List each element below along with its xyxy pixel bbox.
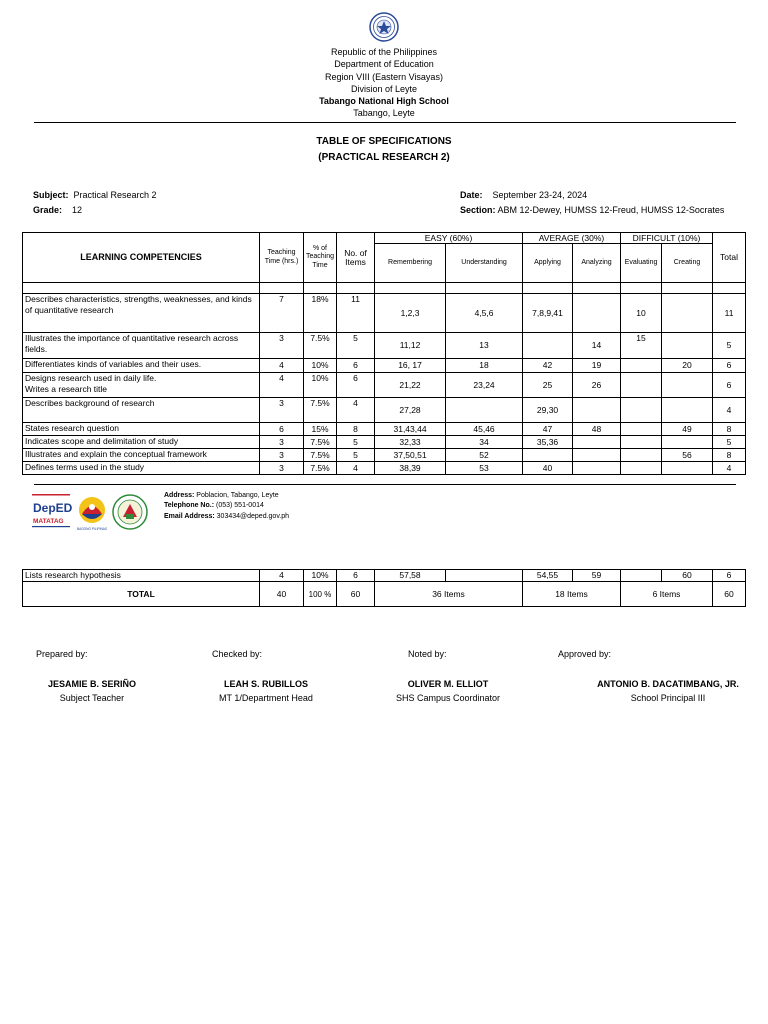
analyzing-cell <box>573 436 621 449</box>
total-pct-cell: 100 % <box>304 582 337 607</box>
subject-line <box>33 188 157 203</box>
header-line: Republic of the Philippines <box>330 47 438 57</box>
items-cell: 6 <box>337 373 375 398</box>
header-line: Region VIII (Eastern Visayas) <box>325 71 443 82</box>
total-easy-cell: 36 Items <box>375 582 523 607</box>
subject-label: Subject: <box>33 190 69 200</box>
header-competencies: LEARNING COMPETENCIES <box>23 233 260 283</box>
header-remembering: Remembering <box>375 244 446 283</box>
understanding-cell: 4,5,6 <box>446 294 523 333</box>
understanding-cell: 13 <box>446 333 523 359</box>
remembering-cell: 31,43,44 <box>375 423 446 436</box>
time-cell: 3 <box>260 449 304 462</box>
section-label: Section: <box>460 204 496 215</box>
creating-cell: 60 <box>662 570 713 582</box>
items-cell: 4 <box>337 462 375 475</box>
table-row <box>23 333 746 359</box>
grade-label: Grade: <box>33 204 63 215</box>
competency-cell <box>23 373 260 398</box>
time-cell: 4 <box>260 373 304 398</box>
time-cell: 6 <box>260 423 304 436</box>
understanding-cell: 23,24 <box>446 373 523 398</box>
understanding-cell: 34 <box>446 436 523 449</box>
total-difficult-cell: 6 Items <box>621 582 713 607</box>
prepared-by-label: Prepared by: <box>36 649 88 659</box>
grade-value: 12 <box>72 204 83 215</box>
signatory-name: ANTONIO B. DACATIMBANG, JR. <box>597 679 739 689</box>
signature-approved <box>578 677 758 705</box>
header-pct-time: % of Teaching Time <box>304 233 337 283</box>
creating-cell: 20 <box>662 359 713 373</box>
evaluating-cell <box>621 398 662 423</box>
remembering-cell: 16, 17 <box>375 359 446 373</box>
bagong-pilipinas-text: BAGONG PILIPINAS <box>76 527 108 531</box>
analyzing-cell <box>573 294 621 333</box>
analyzing-cell <box>573 449 621 462</box>
creating-cell: 49 <box>662 423 713 436</box>
creating-cell <box>662 462 713 475</box>
total-time-cell: 40 <box>260 582 304 607</box>
creating-cell <box>662 373 713 398</box>
section-value: ABM 12-Dewey, HUMSS 12-Freud, HUMSS 12-Socrates <box>497 204 725 215</box>
applying-cell: 29,30 <box>523 398 573 423</box>
understanding-cell: 53 <box>446 462 523 475</box>
table-row <box>23 398 746 423</box>
competency-line: Writes a research title <box>25 383 108 394</box>
footer-logos <box>30 490 150 534</box>
evaluating-cell <box>621 359 662 373</box>
analyzing-cell: 14 <box>573 333 621 359</box>
evaluating-cell <box>621 436 662 449</box>
analyzing-cell: 26 <box>573 373 621 398</box>
analyzing-cell: 19 <box>573 359 621 373</box>
total-cell: 11 <box>713 294 746 333</box>
time-cell: 3 <box>260 462 304 475</box>
subject-value: Practical Research 2 <box>73 190 157 200</box>
school-name: Tabango National High School <box>319 96 449 107</box>
items-cell: 11 <box>337 294 375 333</box>
phone-value: (053) 551-0014 <box>216 502 264 510</box>
total-row <box>23 582 746 607</box>
total-average-cell: 18 Items <box>523 582 621 607</box>
items-cell: 4 <box>337 398 375 423</box>
header-difficult: DIFFICULT (10%) <box>621 233 713 244</box>
contact-info <box>164 491 289 522</box>
header-easy: EASY (60%) <box>375 233 523 244</box>
time-cell: 3 <box>260 436 304 449</box>
evaluating-cell <box>621 423 662 436</box>
applying-cell: 40 <box>523 462 573 475</box>
address-line <box>164 491 289 501</box>
competency-cell: Describes background of research <box>23 398 260 423</box>
applying-cell: 42 <box>523 359 573 373</box>
header-applying: Applying <box>523 244 573 283</box>
competency-cell: Differentiates kinds of variables and their uses. <box>23 359 260 373</box>
competency-cell: Illustrates and explain the conceptual framework <box>23 449 260 462</box>
email-label: Email Address: <box>164 512 215 520</box>
bagong-pilipinas-logo-icon <box>77 497 107 531</box>
competency-cell: States research question <box>23 423 260 436</box>
items-cell: 5 <box>337 436 375 449</box>
total-cell: 6 <box>713 373 746 398</box>
pct-cell: 18% <box>304 294 337 333</box>
total-cell: 5 <box>713 333 746 359</box>
signature-prepared <box>12 677 172 705</box>
pct-cell: 7.5% <box>304 462 337 475</box>
title-line-1: TABLE OF SPECIFICATIONS <box>316 136 452 147</box>
date-value: September 23-24, 2024 <box>492 190 588 200</box>
analyzing-cell: 59 <box>573 570 621 582</box>
evaluating-cell <box>621 373 662 398</box>
signatory-title: Subject Teacher <box>59 693 125 703</box>
analyzing-cell <box>573 462 621 475</box>
applying-cell: 25 <box>523 373 573 398</box>
header-divider <box>34 122 736 123</box>
header-teaching-time: Teaching Time (hrs.) <box>260 233 304 283</box>
creating-cell <box>662 436 713 449</box>
evaluating-cell: 15 <box>621 333 662 359</box>
footer-divider <box>34 484 736 485</box>
table-row <box>23 449 746 462</box>
school-town: Tabango, Leyte <box>353 108 415 119</box>
spacer-row <box>23 283 746 294</box>
total-cell: 4 <box>713 398 746 423</box>
remembering-cell: 32,33 <box>375 436 446 449</box>
applying-cell: 35,36 <box>523 436 573 449</box>
section-line <box>460 203 724 218</box>
applying-cell: 47 <box>523 423 573 436</box>
remembering-cell: 21,22 <box>375 373 446 398</box>
noted-by-label: Noted by: <box>408 649 447 659</box>
subject-grade-block <box>33 188 157 217</box>
deped-seal-icon <box>369 12 399 42</box>
pct-cell: 7.5% <box>304 449 337 462</box>
total-cell: 8 <box>713 423 746 436</box>
remembering-cell: 27,28 <box>375 398 446 423</box>
phone-line <box>164 501 289 511</box>
pct-cell: 7.5% <box>304 333 337 359</box>
competency-cell: Defines terms used in the study <box>23 462 260 475</box>
email-line <box>164 512 289 522</box>
total-label-cell: TOTAL <box>23 582 260 607</box>
analyzing-cell: 48 <box>573 423 621 436</box>
time-cell: 3 <box>260 333 304 359</box>
applying-cell: 54,55 <box>523 570 573 582</box>
items-cell: 6 <box>337 359 375 373</box>
evaluating-cell <box>621 449 662 462</box>
table-row <box>23 436 746 449</box>
competency-cell: Lists research hypothesis <box>23 570 260 582</box>
pct-cell: 10% <box>304 359 337 373</box>
header-average: AVERAGE (30%) <box>523 233 621 244</box>
time-cell: 7 <box>260 294 304 333</box>
header-line: Division of Leyte <box>350 83 418 94</box>
table-row <box>23 570 746 582</box>
signatory-title: MT 1/Department Head <box>219 693 313 703</box>
applying-cell <box>523 449 573 462</box>
understanding-cell <box>446 570 523 582</box>
total-cell: 6 <box>713 570 746 582</box>
checked-by-label: Checked by: <box>212 649 263 659</box>
understanding-cell: 52 <box>446 449 523 462</box>
pct-cell: 7.5% <box>304 436 337 449</box>
title-line-2: (PRACTICAL RESEARCH 2) <box>318 151 450 163</box>
total-cell: 6 <box>713 359 746 373</box>
remembering-cell: 11,12 <box>375 333 446 359</box>
signatory-name: OLIVER M. ELLIOT <box>407 679 489 689</box>
table-row <box>23 462 746 475</box>
remembering-cell: 38,39 <box>375 462 446 475</box>
signature-checked <box>186 677 346 705</box>
date-label: Date: <box>460 190 483 200</box>
header-line: Department of Education <box>334 59 434 70</box>
applying-cell <box>523 333 573 359</box>
remembering-cell: 57,58 <box>375 570 446 582</box>
applying-cell: 7,8,9,41 <box>523 294 573 333</box>
header-items: No. of Items <box>337 233 375 283</box>
creating-cell <box>662 398 713 423</box>
total-cell: 5 <box>713 436 746 449</box>
header-understanding: Understanding <box>446 244 523 283</box>
school-seal-icon <box>113 495 147 529</box>
approved-by-label: Approved by: <box>558 649 612 659</box>
table-row <box>23 373 746 398</box>
time-cell: 3 <box>260 398 304 423</box>
creating-cell <box>662 294 713 333</box>
document-title <box>0 134 768 165</box>
table-row <box>23 359 746 373</box>
creating-cell: 56 <box>662 449 713 462</box>
address-label: Address: <box>164 492 195 499</box>
grand-total-cell: 60 <box>713 582 746 607</box>
header-total: Total <box>713 233 746 283</box>
understanding-cell: 18 <box>446 359 523 373</box>
table-row <box>23 423 746 436</box>
signatory-title: SHS Campus Coordinator <box>395 693 501 703</box>
signatory-name: JESAMIE B. SERIÑO <box>47 679 137 689</box>
understanding-cell <box>446 398 523 423</box>
table-row <box>23 294 746 333</box>
date-section-block <box>460 188 724 217</box>
grade-line <box>33 203 157 218</box>
deped-logo-text: DepED <box>33 501 73 515</box>
competency-cell: Indicates scope and delimitation of study <box>23 436 260 449</box>
time-cell: 4 <box>260 570 304 582</box>
items-cell: 5 <box>337 449 375 462</box>
header-analyzing: Analyzing <box>573 244 621 283</box>
understanding-cell: 45,46 <box>446 423 523 436</box>
signatory-name: LEAH S. RUBILLOS <box>223 679 308 689</box>
signatory-title: School Principal III <box>630 693 706 703</box>
competency-cell: Describes characteristics, strengths, weaknesses, and kinds of quantitative research <box>23 294 260 333</box>
competency-line: Designs research used in daily life. <box>25 373 157 383</box>
pct-cell: 10% <box>304 373 337 398</box>
total-cell: 8 <box>713 449 746 462</box>
remembering-cell: 37,50,51 <box>375 449 446 462</box>
items-cell: 6 <box>337 570 375 582</box>
letterhead <box>0 12 768 120</box>
evaluating-cell: 10 <box>621 294 662 333</box>
total-cell: 4 <box>713 462 746 475</box>
analyzing-cell <box>573 398 621 423</box>
deped-matatag-logo-icon <box>32 494 73 527</box>
evaluating-cell <box>621 462 662 475</box>
evaluating-cell <box>621 570 662 582</box>
header-creating: Creating <box>662 244 713 283</box>
items-cell: 8 <box>337 423 375 436</box>
competency-cell: Illustrates the importance of quantitative research across fields. <box>23 333 260 359</box>
email-value: 303434@deped.gov.ph <box>216 512 290 520</box>
specifications-table-continued <box>22 569 746 607</box>
signature-noted <box>368 677 528 705</box>
pct-cell: 10% <box>304 570 337 582</box>
pct-cell: 15% <box>304 423 337 436</box>
time-cell: 4 <box>260 359 304 373</box>
total-items-cell: 60 <box>337 582 375 607</box>
items-cell: 5 <box>337 333 375 359</box>
date-line <box>460 188 724 203</box>
matatag-logo-text: MATATAG <box>33 518 64 525</box>
pct-cell: 7.5% <box>304 398 337 423</box>
specifications-table <box>22 232 746 475</box>
creating-cell <box>662 333 713 359</box>
address-value: Poblacion, Tabango, Leyte <box>196 492 279 499</box>
remembering-cell: 1,2,3 <box>375 294 446 333</box>
header-evaluating: Evaluating <box>621 244 662 283</box>
phone-label: Telephone No.: <box>164 502 215 510</box>
